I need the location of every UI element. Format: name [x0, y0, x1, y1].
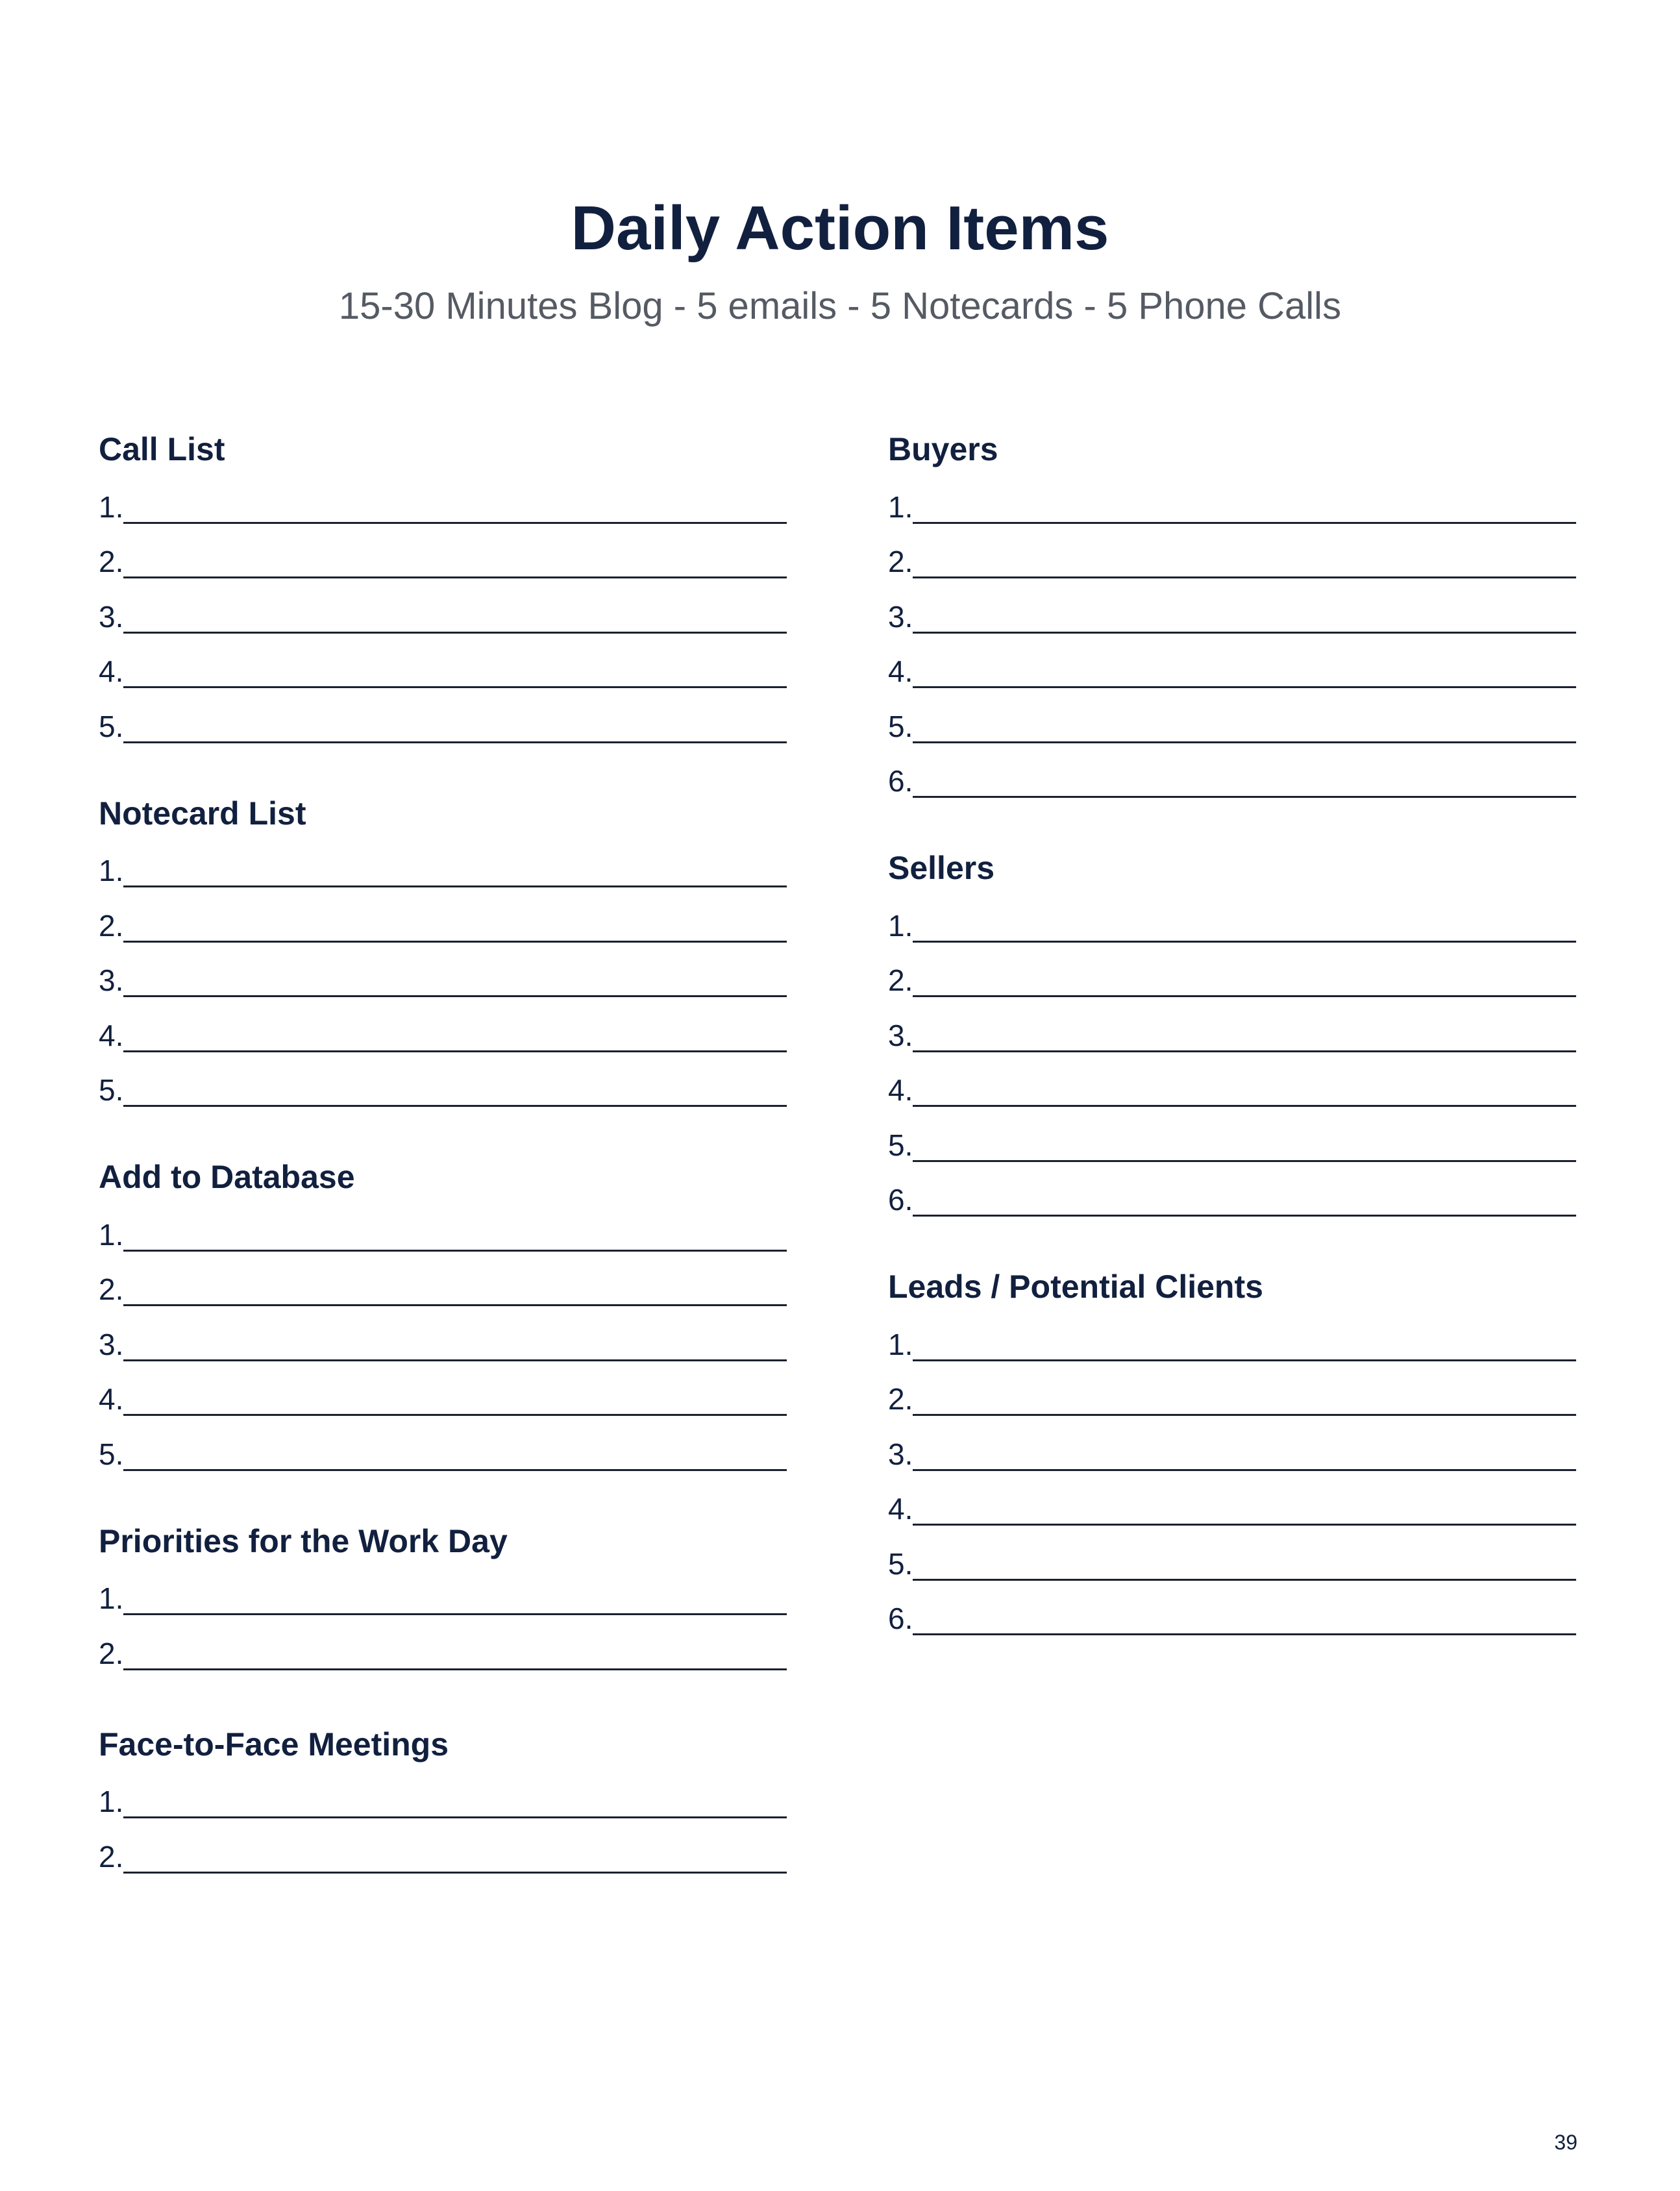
- page-number: 39: [1554, 2131, 1577, 2154]
- priorities-item: [99, 1568, 787, 1624]
- page-title: Daily Action Items: [571, 193, 1109, 263]
- section-heading-face-to-face-meetings: Face-to-Face Meetings: [99, 1726, 449, 1763]
- blank-line[interactable]: [913, 1208, 1576, 1217]
- leads-item: [888, 1589, 1576, 1644]
- section-heading-add-to-database: Add to Database: [99, 1159, 355, 1195]
- meetings-item: [99, 1772, 787, 1827]
- call-list-item: [99, 696, 787, 751]
- buyers-item: [888, 477, 1576, 532]
- sellers-item: [888, 1115, 1576, 1170]
- buyers-item: [888, 696, 1576, 751]
- blank-line[interactable]: [123, 1044, 787, 1052]
- blank-line[interactable]: [123, 1407, 787, 1416]
- blank-line[interactable]: [123, 625, 787, 634]
- leads-item: [888, 1424, 1576, 1479]
- blank-line[interactable]: [123, 680, 787, 688]
- item-number: 1.: [888, 1327, 913, 1361]
- priorities-item: [99, 1623, 787, 1678]
- section-spacer: [99, 1479, 787, 1514]
- section-spacer: [99, 1678, 787, 1717]
- blank-line[interactable]: [913, 989, 1576, 997]
- blank-line[interactable]: [913, 934, 1576, 943]
- blank-line[interactable]: [913, 570, 1576, 578]
- blank-line[interactable]: [913, 789, 1576, 798]
- item-number: 5.: [888, 709, 913, 743]
- item-number: 4.: [888, 654, 913, 688]
- item-number: 4.: [99, 1382, 124, 1416]
- notecard-list-item: [99, 841, 787, 896]
- item-number: 5.: [99, 1437, 124, 1471]
- blank-line[interactable]: [913, 1044, 1576, 1052]
- section-heading-sellers: Sellers: [888, 850, 995, 886]
- item-number: 6.: [888, 764, 913, 798]
- blank-line[interactable]: [913, 1463, 1576, 1471]
- blank-line[interactable]: [913, 1353, 1576, 1361]
- item-number: 3.: [888, 599, 913, 634]
- section-heading-buyers: Buyers: [888, 431, 998, 467]
- blank-line[interactable]: [123, 879, 787, 887]
- blank-line[interactable]: [913, 515, 1576, 524]
- item-number: 2.: [99, 1839, 124, 1874]
- blank-line[interactable]: [123, 1607, 787, 1615]
- call-list-item: [99, 477, 787, 532]
- item-number: 4.: [99, 1018, 124, 1052]
- item-number: 2.: [888, 545, 913, 578]
- section-spacer: [888, 1224, 1576, 1259]
- item-number: 5.: [888, 1128, 913, 1162]
- item-number: 4.: [888, 1073, 913, 1107]
- notecard-list-item: [99, 895, 787, 950]
- notecard-list-item: [99, 1060, 787, 1115]
- add-to-database-item: [99, 1424, 787, 1479]
- item-number: 1.: [99, 854, 124, 887]
- leads-item: [888, 1369, 1576, 1424]
- notecard-list-item: [99, 1005, 787, 1060]
- section-heading-priorities: Priorities for the Work Day: [99, 1522, 508, 1559]
- section-spacer: [99, 751, 787, 786]
- blank-line[interactable]: [123, 1463, 787, 1471]
- add-to-database-item: [99, 1314, 787, 1369]
- item-number: 6.: [888, 1602, 913, 1635]
- add-to-database-item: [99, 1369, 787, 1424]
- buyers-item: [888, 532, 1576, 587]
- blank-line[interactable]: [123, 1243, 787, 1252]
- blank-line[interactable]: [913, 1572, 1576, 1581]
- item-number: 6.: [888, 1183, 913, 1217]
- blank-line[interactable]: [123, 735, 787, 743]
- item-number: 3.: [888, 1018, 913, 1052]
- add-to-database-item: [99, 1204, 787, 1259]
- item-number: 3.: [99, 963, 124, 997]
- blank-line[interactable]: [123, 1098, 787, 1107]
- blank-line[interactable]: [913, 1154, 1576, 1162]
- leads-item: [888, 1533, 1576, 1589]
- blank-line[interactable]: [123, 1353, 787, 1361]
- section-spacer: [99, 1115, 787, 1150]
- blank-line[interactable]: [913, 735, 1576, 743]
- item-number: 1.: [99, 1217, 124, 1252]
- sellers-item: [888, 1170, 1576, 1225]
- call-list-item: [99, 641, 787, 697]
- item-number: 1.: [888, 489, 913, 524]
- item-number: 5.: [99, 1073, 124, 1107]
- blank-line[interactable]: [913, 1407, 1576, 1416]
- item-number: 2.: [99, 545, 124, 578]
- sellers-item: [888, 895, 1576, 950]
- item-number: 2.: [99, 908, 124, 943]
- leads-item: [888, 1479, 1576, 1534]
- item-number: 3.: [99, 599, 124, 634]
- section-spacer: [888, 806, 1576, 841]
- blank-line[interactable]: [123, 1298, 787, 1306]
- right-column: [888, 422, 1576, 1643]
- call-list-item: [99, 586, 787, 641]
- item-number: 3.: [888, 1437, 913, 1471]
- sellers-item: [888, 950, 1576, 1006]
- blank-line[interactable]: [123, 570, 787, 578]
- notecard-list-item: [99, 950, 787, 1006]
- sellers-item: [888, 1060, 1576, 1115]
- left-column: [99, 422, 787, 1881]
- blank-line[interactable]: [913, 625, 1576, 634]
- blank-line[interactable]: [123, 934, 787, 943]
- item-number: 1.: [99, 1581, 124, 1615]
- item-number: 2.: [99, 1636, 124, 1670]
- item-number: 2.: [99, 1272, 124, 1306]
- blank-line[interactable]: [913, 1098, 1576, 1107]
- meetings-item: [99, 1826, 787, 1881]
- blank-line[interactable]: [123, 1865, 787, 1874]
- blank-line[interactable]: [123, 989, 787, 997]
- item-number: 5.: [888, 1546, 913, 1581]
- item-number: 1.: [99, 1785, 124, 1818]
- item-number: 1.: [888, 908, 913, 943]
- page-subtitle: 15-30 Minutes Blog - 5 emails - 5 Notecards - 5 Phone Calls: [338, 285, 1342, 327]
- blank-line[interactable]: [913, 1517, 1576, 1526]
- section-heading-leads: Leads / Potential Clients: [888, 1269, 1263, 1305]
- buyers-item: [888, 641, 1576, 697]
- item-number: 4.: [99, 654, 124, 688]
- item-number: 2.: [888, 1382, 913, 1416]
- call-list-item: [99, 532, 787, 587]
- blank-line[interactable]: [123, 1810, 787, 1818]
- leads-item: [888, 1314, 1576, 1369]
- buyers-item: [888, 586, 1576, 641]
- item-number: 1.: [99, 489, 124, 524]
- buyers-item: [888, 751, 1576, 806]
- blank-line[interactable]: [913, 680, 1576, 688]
- section-heading-call-list: Call List: [99, 431, 225, 467]
- sellers-item: [888, 1005, 1576, 1060]
- blank-line[interactable]: [913, 1627, 1576, 1635]
- item-number: 4.: [888, 1492, 913, 1526]
- item-number: 5.: [99, 709, 124, 743]
- item-number: 2.: [888, 963, 913, 997]
- add-to-database-item: [99, 1259, 787, 1315]
- item-number: 3.: [99, 1327, 124, 1361]
- blank-line[interactable]: [123, 1662, 787, 1670]
- blank-line[interactable]: [123, 515, 787, 524]
- section-heading-notecard-list: Notecard List: [99, 795, 306, 832]
